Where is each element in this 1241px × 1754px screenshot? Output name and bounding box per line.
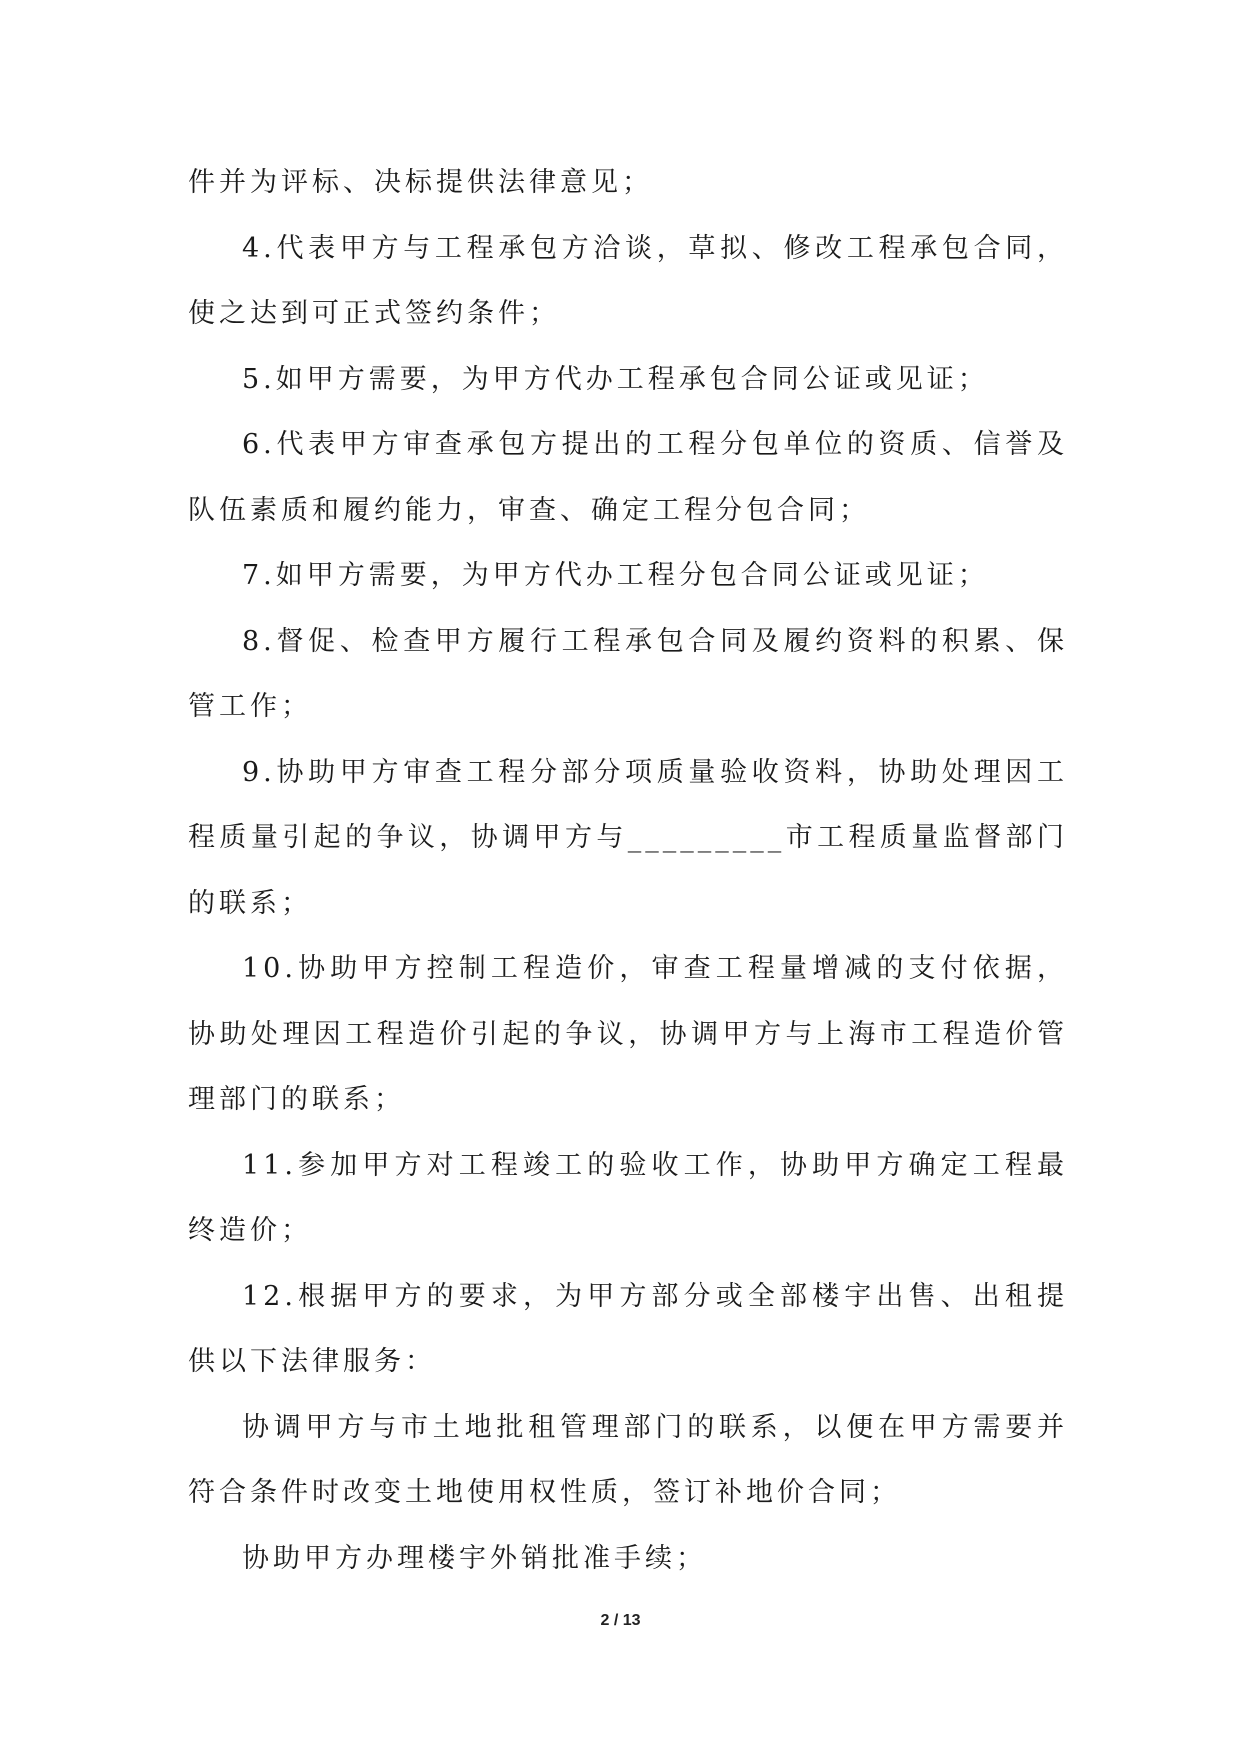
paragraph: 10.协助甲方控制工程造价，审查工程量增减的支付依据，协助处理因工程造价引起的争议，协调甲方与上海市工程造价管理部门的联系； [188,953,1068,1115]
page-number: 2 / 13 [600,1612,641,1629]
paragraph: 8.督促、检查甲方履行工程承包合同及履约资料的积累、保管工作； [188,625,1068,722]
document-body [188,150,1068,1591]
paragraph: 6.代表甲方审查承包方提出的工程分包单位的资质、信誉及队伍素质和履约能力，审查、确定工程分包合同； [188,429,1068,526]
paragraph: 12.根据甲方的要求，为甲方部分或全部楼宇出售、出租提供以下法律服务： [188,1280,1068,1377]
paragraph: 9.协助甲方审查工程分部分项质量验收资料，协助处理因工程质量引起的争议，协调甲方与_________市工程质量监督部门的联系； [188,756,1068,919]
paragraph: 4.代表甲方与工程承包方洽谈，草拟、修改工程承包合同，使之达到可正式签约条件； [188,232,1068,329]
paragraph: 7.如甲方需要，为甲方代办工程分包合同公证或见证； [242,560,989,591]
paragraph: 协调甲方与市土地批租管理部门的联系，以便在甲方需要并符合条件时改变土地使用权性质，签订补地价合同； [188,1411,1068,1508]
paragraph: 协助甲方办理楼宇外销批准手续； [242,1542,707,1574]
paragraph: 5.如甲方需要，为甲方代办工程承包合同公证或见证； [242,363,989,395]
paragraph: 件并为评标、决标提供法律意见； [188,167,653,198]
paragraph: 11.参加甲方对工程竣工的验收工作，协助甲方确定工程最终造价； [188,1149,1068,1246]
